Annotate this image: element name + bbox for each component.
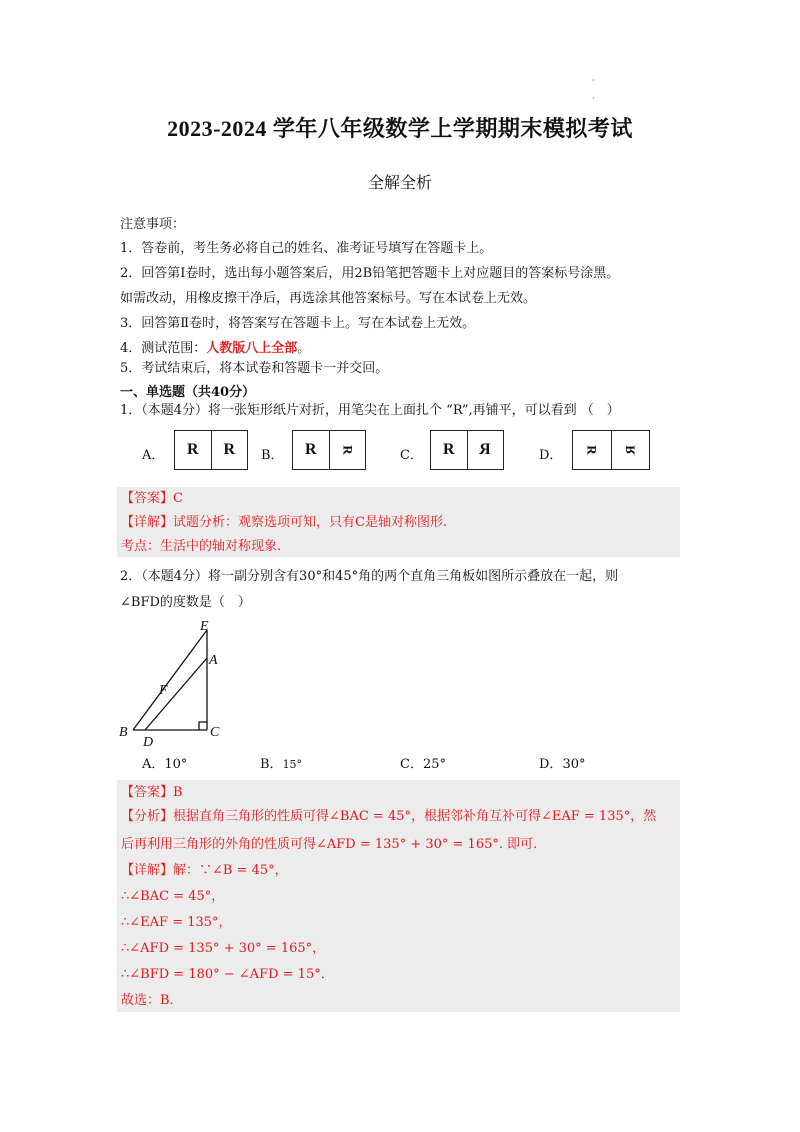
notice-item-3: 3．回答第Ⅱ卷时，将答案写在答题卡上。写在本试卷上无效。 bbox=[120, 316, 476, 331]
q1-detail-tag: 【详解】 bbox=[121, 515, 174, 530]
q1-option-a-card bbox=[174, 430, 248, 470]
q2-step-4: ∴∠BFD = 180° − ∠AFD = 15°． bbox=[121, 967, 334, 982]
label-b: B bbox=[119, 725, 128, 740]
q2-stem-1: 2．（本题4分）将一副分别含有30°和45°角的两个直角三角板如图所示叠放在一起，则 bbox=[120, 569, 619, 584]
segment-da bbox=[145, 658, 207, 730]
q1-answer-box bbox=[117, 487, 680, 557]
q2-option-d-value: 30° bbox=[562, 757, 586, 772]
q2-analysis-2: 后再利用三角形的外角的性质可得∠AFD = 135° + 30° = 165°. 即可. bbox=[121, 837, 538, 852]
notice-heading: 注意事项： bbox=[120, 217, 186, 232]
label-a: A bbox=[209, 653, 218, 668]
label-f: F bbox=[159, 683, 168, 698]
q1-detail bbox=[121, 514, 447, 532]
q1-detail-text: 试题分析：观察选项可知，只有C是轴对称图形. bbox=[173, 515, 448, 530]
q1-answer: 【答案】C bbox=[121, 491, 183, 506]
q1-d-left-glyph: R bbox=[584, 445, 600, 455]
segment-be bbox=[133, 630, 207, 730]
q1-option-c-label: C． bbox=[400, 448, 423, 463]
label-e: E bbox=[200, 619, 209, 634]
q2-option-b-label: B． bbox=[260, 757, 283, 772]
notice-item-4-suffix: 。 bbox=[297, 341, 311, 356]
q1-a-left: R bbox=[186, 441, 199, 458]
q2-option-d bbox=[539, 756, 585, 774]
q2-step-2: ∴∠EAF = 135°， bbox=[121, 915, 232, 930]
right-angle-mark bbox=[199, 722, 207, 730]
q2-option-a bbox=[142, 756, 187, 774]
q2-choice: 故选：B． bbox=[121, 993, 183, 1008]
decor-dot: · bbox=[592, 94, 595, 103]
notice-item-2: 2．回答第Ⅰ卷时，选出每小题答案后，用2B铅笔把答题卡上对应题目的答案标号涂黑。 bbox=[120, 266, 620, 281]
q2-step-1: ∴∠BAC = 45°， bbox=[121, 889, 225, 904]
q2-option-b bbox=[260, 756, 302, 774]
q1-c-left: R bbox=[442, 441, 455, 458]
q1-b-right-glyph: R bbox=[340, 445, 356, 455]
q1-option-b-card bbox=[292, 430, 366, 470]
q2-option-c bbox=[400, 756, 446, 774]
q1-option-d-label: D． bbox=[539, 448, 563, 463]
decor-dot: · bbox=[592, 76, 595, 85]
notice-item-4 bbox=[120, 340, 690, 358]
q1-a-right: R bbox=[211, 431, 248, 469]
q2-option-d-label: D． bbox=[539, 757, 563, 772]
q1-c-right-glyph: R bbox=[479, 441, 492, 458]
q2-analysis-1: 【分析】根据直角三角形的性质可得∠BAC = 45°，根据邻补角互补可得∠EAF = 135°，然 bbox=[121, 809, 657, 824]
notice-item-5: 5．考试结束后，将本试卷和答题卡一并交回。 bbox=[120, 361, 389, 376]
label-c: C bbox=[210, 725, 220, 740]
q1-point: 考点：生活中的轴对称现象. bbox=[121, 539, 282, 554]
q1-option-b-label: B． bbox=[261, 448, 284, 463]
q1-c-right bbox=[467, 431, 504, 469]
label-d: D bbox=[143, 735, 154, 748]
q2-detail: 【详解】解：∵∠B = 45°， bbox=[121, 863, 288, 878]
q1-b-left: R bbox=[304, 441, 317, 458]
q1-d-right-glyph: R bbox=[622, 445, 638, 455]
q2-option-b-value: 15° bbox=[282, 758, 303, 771]
q1-option-d-card bbox=[572, 430, 650, 470]
page-title: 2023-2024 学年八年级数学上学期期末模拟考试 bbox=[167, 116, 633, 141]
q2-stem-2: ∠BFD的度数是（ ） bbox=[120, 595, 251, 610]
q2-option-c-value: 25° bbox=[422, 757, 446, 772]
notice-item-4-prefix: 4．测试范围： bbox=[120, 341, 207, 356]
q2-step-3: ∴∠AFD = 135° + 30° = 165°， bbox=[121, 941, 326, 956]
notice-item-2-cont: 如需改动，用橡皮擦干净后，再选涂其他答案标号。写在本试卷上无效。 bbox=[120, 291, 537, 306]
triangle-figure bbox=[115, 618, 225, 748]
q1-d-right bbox=[611, 431, 650, 469]
q1-option-a-label: A． bbox=[142, 448, 165, 463]
q1-option-c-card bbox=[430, 430, 504, 470]
notice-item-4-highlight: 人教版八上全部 bbox=[206, 341, 298, 356]
q1-options bbox=[120, 430, 680, 474]
page-subtitle: 全解全析 bbox=[367, 173, 432, 192]
section-heading: 一、单选题（共40分） bbox=[120, 385, 256, 400]
q2-option-c-label: C． bbox=[400, 757, 423, 772]
q2-option-a-value: 10° bbox=[164, 757, 188, 772]
q1-d-left bbox=[573, 431, 611, 469]
q1-stem: 1．（本题4分）将一张矩形纸片对折，用笔尖在上面扎个 “R”,再铺平，可以看到 （ ） bbox=[120, 403, 620, 418]
notice-item-1: 1．答卷前，考生务必将自己的姓名、准考证号填写在答题卡上。 bbox=[120, 241, 493, 256]
q2-answer-box bbox=[117, 780, 680, 1012]
q1-b-right bbox=[329, 431, 366, 469]
q2-answer: 【答案】B bbox=[121, 785, 183, 800]
q2-option-a-label: A． bbox=[142, 757, 165, 772]
